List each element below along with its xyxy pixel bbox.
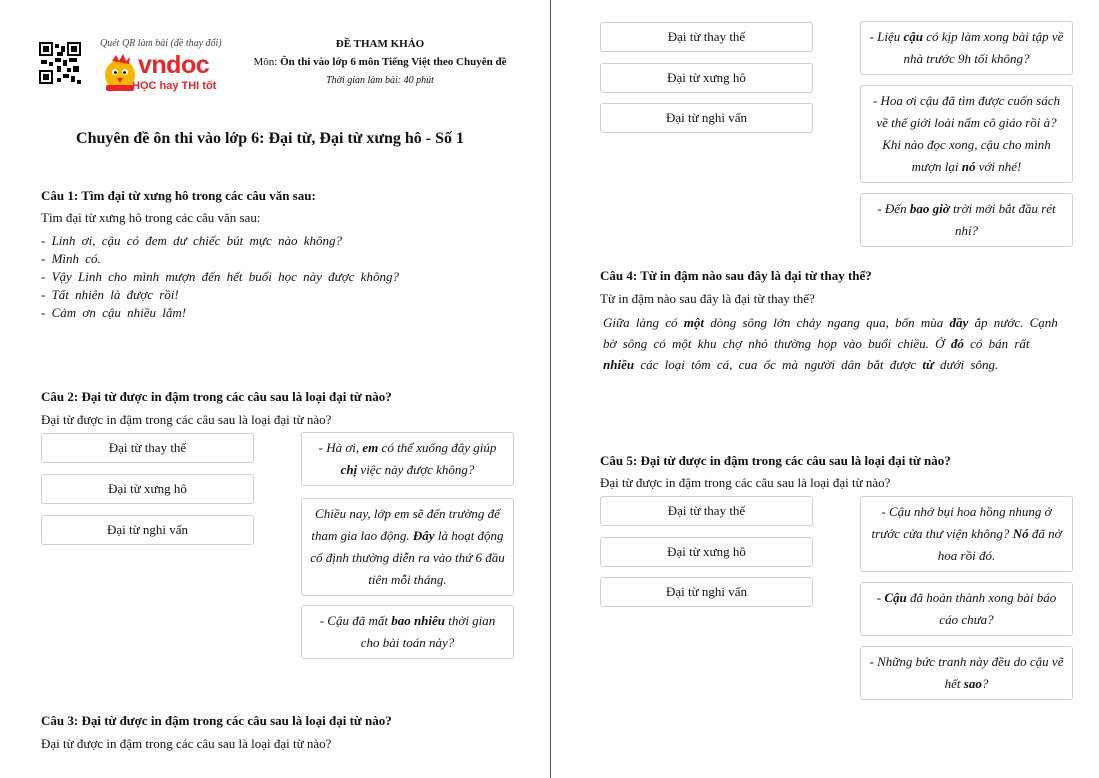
q2-option-replacement[interactable]: Đại từ thay thế xyxy=(41,433,254,463)
q1-line: - Linh ơi, cậu có đem dư chiếc bút mực nào không? xyxy=(41,233,343,248)
card-text: - Cậu nhớ bụi hoa hồng nhung ở trước cửa thư viện không? xyxy=(871,504,1052,541)
q5-prompt: Đại từ được in đậm trong các câu sau là loại đại từ nào? xyxy=(600,475,891,490)
logo-tagline xyxy=(132,80,216,92)
q5-card-3[interactable] xyxy=(860,646,1073,700)
passage-text: ắp nước. Cạnh bờ sông có một khu chợ nhỏ thường họp vào buổi chiều. Ở xyxy=(603,315,1058,351)
q1-lines xyxy=(41,232,399,322)
card-bold: em xyxy=(362,440,379,455)
logo-tagline-a: HỌC hay xyxy=(132,80,182,92)
passage-text: dòng sông lớn chảy ngang qua, bốn mùa xyxy=(703,315,950,330)
q2-card-3[interactable] xyxy=(301,605,514,659)
page-divider xyxy=(550,0,551,778)
q4-passage xyxy=(603,312,1058,375)
q2-prompt: Đại từ được in đậm trong các câu sau là loại đại từ nào? xyxy=(41,412,332,427)
q3-card-1[interactable] xyxy=(860,21,1073,75)
vndoc-logo xyxy=(100,53,230,95)
q1-line: - Vậy Linh cho mình mượn đến hết buổi học này được không? xyxy=(41,269,399,284)
q1-line: - Tất nhiên là được rồi! xyxy=(41,287,179,302)
card-text: thời gian cho bài toán này? xyxy=(360,613,496,650)
q2-option-interrogative[interactable]: Đại từ nghi vấn xyxy=(41,515,254,545)
card-bold: Nó xyxy=(1012,526,1029,541)
card-text: ? xyxy=(981,676,989,691)
q5-title: Câu 5: Đại từ được in đậm trong các câu sau là loại đại từ nào? xyxy=(600,453,951,468)
subject-prefix: Môn: xyxy=(253,56,281,68)
logo-word: vndoc xyxy=(138,51,210,79)
card-text: đã nở hoa rồi đó. xyxy=(937,526,1062,563)
logo-tagline-b: THI tốt xyxy=(181,80,217,92)
q3-option-personal[interactable]: Đại từ xưng hô xyxy=(600,63,813,93)
card-text: đã hoàn thành xong bài báo cáo chưa? xyxy=(906,590,1057,627)
q1-prompt: Tìm đại từ xưng hô trong các câu văn sau: xyxy=(41,210,261,225)
q5-option-replacement[interactable]: Đại từ thay thế xyxy=(600,496,813,526)
subject-line xyxy=(230,56,530,68)
passage-bold-word[interactable]: nhiều xyxy=(603,357,635,372)
q5-card-1[interactable] xyxy=(860,496,1073,572)
q5-card-2[interactable] xyxy=(860,582,1073,636)
card-text: - xyxy=(876,590,885,605)
card-text: - Hoa ơi cậu đã tìm được cuốn sách về thế giới loài nấm cô giáo rồi à? Khi nào đọc xong, cậu cho mình mượn lại xyxy=(872,93,1061,174)
card-bold: sao xyxy=(963,676,982,691)
q2-option-personal[interactable]: Đại từ xưng hô xyxy=(41,474,254,504)
card-bold: bao nhiêu xyxy=(391,613,446,628)
subject: Ôn thi vào lớp 6 môn Tiếng Việt theo Chuyên đề xyxy=(280,56,507,68)
q2-card-1[interactable] xyxy=(301,432,514,486)
passage-bold-word[interactable]: đó xyxy=(950,336,964,351)
card-text: trời mới bắt đầu rét nhỉ? xyxy=(949,201,1056,238)
passage-text: Giữa làng có xyxy=(603,315,684,330)
card-text: - Cậu đã mất xyxy=(319,613,392,628)
q1-line: - Cảm ơn cậu nhiều lắm! xyxy=(41,305,187,320)
card-text: - Hà ơi, xyxy=(318,440,363,455)
card-text: có kịp làm xong bài tập về nhà trước 9h tối không? xyxy=(903,29,1064,66)
page-title: Chuyên đề ôn thi vào lớp 6: Đại từ, Đại từ xưng hô - Số 1 xyxy=(76,130,464,147)
card-bold: Đây xyxy=(412,528,435,543)
time-limit: Thời gian làm bài: 40 phút xyxy=(326,75,434,86)
qr-note: Quét QR làm bài (đề thay đổi) xyxy=(100,38,222,49)
card-text: có thể xuống đây giúp xyxy=(378,440,497,455)
card-bold: chị xyxy=(340,462,358,477)
q5-option-personal[interactable]: Đại từ xưng hô xyxy=(600,537,813,567)
card-text: việc này được không? xyxy=(357,462,475,477)
q5-option-interrogative[interactable]: Đại từ nghi vấn xyxy=(600,577,813,607)
passage-bold-word[interactable]: từ xyxy=(922,357,934,372)
q4-prompt: Từ in đậm nào sau đây là đại từ thay thế? xyxy=(600,291,815,306)
q1-line: - Mình có. xyxy=(41,251,101,266)
q2-card-2[interactable] xyxy=(301,498,514,596)
passage-text: các loại tôm cá, cua ốc mà người dân bắt được xyxy=(634,357,923,372)
passage-text: dưới sông. xyxy=(933,357,999,372)
q3-title: Câu 3: Đại từ được in đậm trong các câu sau là loại đại từ nào? xyxy=(41,713,392,728)
q3-option-replacement[interactable]: Đại từ thay thế xyxy=(600,22,813,52)
q4-title: Câu 4: Từ in đậm nào sau đây là đại từ thay thế? xyxy=(600,268,872,283)
card-text: Chiều nay, lớp em sẽ đến trường để tham gia lao động. xyxy=(311,506,500,543)
doc-type: ĐỀ THAM KHẢO xyxy=(335,38,425,50)
q3-option-interrogative[interactable]: Đại từ nghi vấn xyxy=(600,103,813,133)
q3-card-2[interactable] xyxy=(860,85,1073,183)
card-text: là hoạt động cố định thường diễn ra vào thứ 6 đầu tiên mỗi tháng. xyxy=(310,528,505,587)
card-bold: Cậu xyxy=(884,590,907,605)
q3-card-3[interactable] xyxy=(860,193,1073,247)
card-text: - Đến xyxy=(877,201,910,216)
card-text: - Những bức tranh này đều do cậu vẽ hết xyxy=(869,654,1064,691)
card-bold: nó xyxy=(961,159,976,174)
q1-title: Câu 1: Tìm đại từ xưng hô trong các câu văn sau: xyxy=(41,188,316,203)
q3-prompt: Đại từ được in đậm trong các câu sau là loại đại từ nào? xyxy=(41,736,332,751)
q2-title: Câu 2: Đại từ được in đậm trong các câu sau là loại đại từ nào? xyxy=(41,389,392,404)
card-text: với nhé! xyxy=(975,159,1022,174)
card-text: - Liệu xyxy=(869,29,904,44)
passage-text: có bán rất xyxy=(963,336,1030,351)
passage-bold-word[interactable]: đầy xyxy=(949,315,969,330)
card-bold: bao giờ xyxy=(909,201,950,216)
qr-code-icon[interactable] xyxy=(39,42,81,84)
card-bold: cậu xyxy=(903,29,923,44)
passage-bold-word[interactable]: một xyxy=(683,315,704,330)
